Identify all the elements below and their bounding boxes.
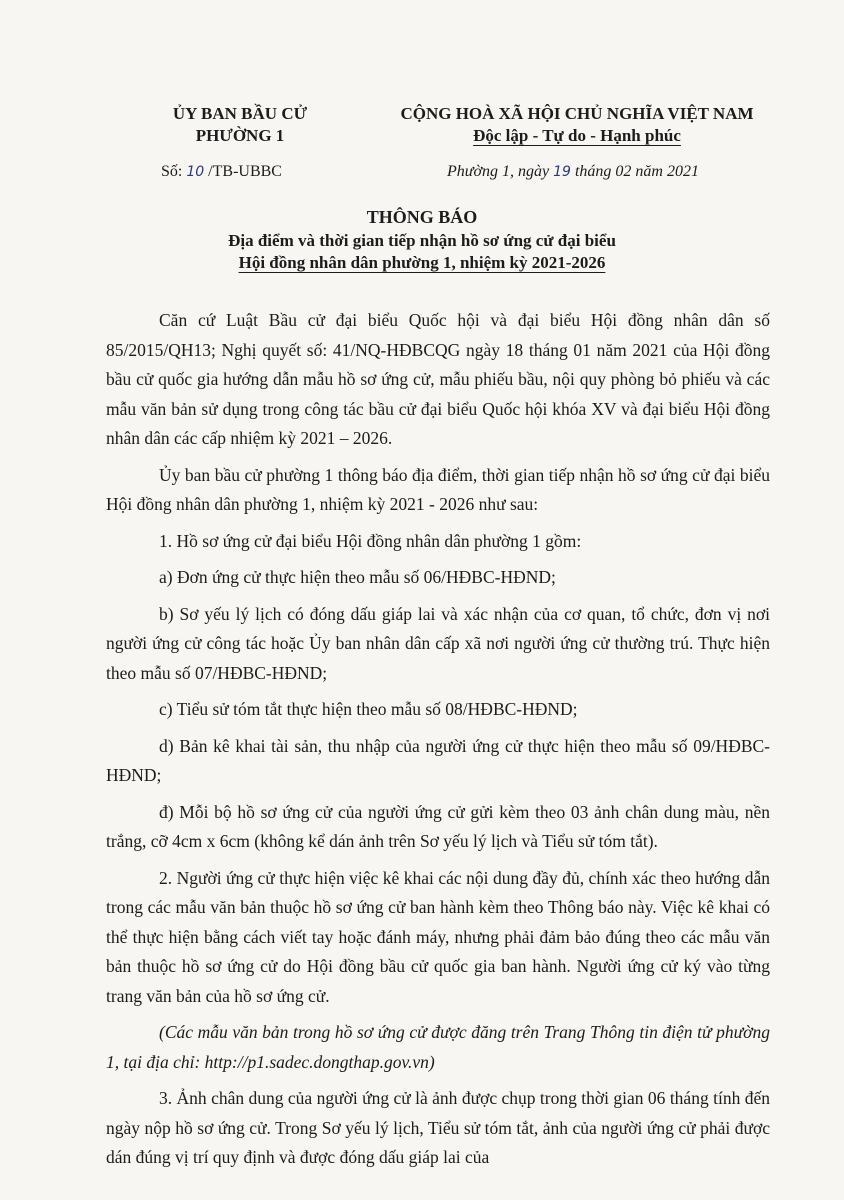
reference-suffix: /TB-UBBC [204, 163, 282, 180]
paragraph-announcement: Ủy ban bầu cử phường 1 thông báo địa điểm, thời gian tiếp nhận hồ sơ ứng cử đại biểu Hội đồng nhân dân phường 1, nhiệm kỳ 2021 - 2026 như sau: [106, 464, 770, 514]
paragraph-legal-basis: Căn cứ Luật Bầu cử đại biểu Quốc hội và đại biểu Hội đồng nhân dân số 85/2015/QH13; Nghị quyết số: 41/NQ-HĐBCQG ngày 18 tháng 01 năm 2021 của Hội đồng bầu cử quốc gia hướng dẫn mẫu hồ sơ ứng cử, mẫu phiếu bầu, nội quy phòng bỏ phiếu và các mẫu văn bản sử dụng trong công tác bầu cử đại biểu Quốc hội khóa XV và đại biểu Hội đồng nhân dân các cấp nhiệm kỳ 2021 – 2026. [106, 310, 770, 448]
date-prefix: Phường 1, ngày [447, 163, 554, 180]
date-suffix: tháng 02 năm 2021 [570, 163, 699, 180]
paragraph-forms-note: (Các mẫu văn bản trong hồ sơ ứng cử được đăng trên Trang Thông tin điện tử phường 1, tại địa chỉ: http://p1.sadec.dongthap.gov.vn) [106, 1022, 770, 1072]
reference-number [161, 163, 282, 181]
reference-prefix: Số: [161, 163, 187, 180]
title-subtitle-2: Hội đồng nhân dân phường 1, nhiệm kỳ 2021-2026 [238, 253, 606, 272]
national-header [372, 103, 782, 147]
document-body [106, 306, 770, 1180]
paragraph-section-2: 2. Người ứng cử thực hiện việc kê khai các nội dung đầy đủ, chính xác theo hướng dẫn trong các mẫu văn bản thuộc hồ sơ ứng cử ban hành kèm theo Thông báo này. Việc kê khai có thể thực hiện bằng cách viết tay hoặc đánh máy, nhưng phải đảm bảo đúng theo các mẫu văn bản thuộc hồ sơ ứng cử do Hội đồng bầu cử quốc gia ban hành. Người ứng cử ký vào từng trang văn bản của hồ sơ ứng cử. [106, 867, 770, 1006]
org-line-2: PHƯỜNG 1 [195, 126, 285, 145]
issue-date [447, 163, 699, 181]
paragraph-item-b: b) Sơ yếu lý lịch có đóng dấu giáp lai và xác nhận của cơ quan, tổ chức, đơn vị nơi người ứng cử công tác hoặc Ủy ban nhân dân cấp xã nơi người ứng cử thường trú. Thực hiện theo mẫu số 07/HĐBC-HĐND; [106, 603, 770, 683]
org-line-1: ỦY BAN BẦU CỬ [172, 104, 308, 123]
paragraph-item-a: a) Đơn ứng cử thực hiện theo mẫu số 06/HĐBC-HĐND; [159, 567, 556, 587]
title-subtitle-1: Địa điểm và thời gian tiếp nhận hồ sơ ứng cử đại biểu [228, 231, 616, 250]
reference-handwritten-number: 10 [186, 164, 205, 180]
paragraph-item-c: c) Tiểu sử tóm tắt thực hiện theo mẫu số 08/HĐBC-HĐND; [159, 699, 578, 719]
paragraph-section-1: 1. Hồ sơ ứng cử đại biểu Hội đồng nhân dân phường 1 gồm: [159, 530, 582, 551]
title-main: THÔNG BÁO [366, 207, 478, 227]
country-name: CỘNG HOÀ XÃ HỘI CHỦ NGHĨA VIỆT NAM [400, 104, 754, 123]
date-handwritten-day: 19 [553, 164, 571, 180]
document-title [100, 206, 744, 274]
issuing-organization [140, 103, 340, 147]
paragraph-item-dd: đ) Mỗi bộ hồ sơ ứng cử của người ứng cử gửi kèm theo 03 ảnh chân dung màu, nền trắng, cỡ 4cm x 6cm (không kể dán ảnh trên Sơ yếu lý lịch và Tiểu sử tóm tắt). [106, 801, 770, 851]
paragraph-item-d: d) Bản kê khai tài sản, thu nhập của người ứng cử thực hiện theo mẫu số 09/HĐBC-HĐND; [106, 735, 770, 785]
national-motto: Độc lập - Tự do - Hạnh phúc [473, 126, 681, 145]
paragraph-section-3: 3. Ảnh chân dung của người ứng cử là ảnh được chụp trong thời gian 06 tháng tính đến ngày nộp hồ sơ ứng cử. Trong Sơ yếu lý lịch, Tiểu sử tóm tắt, ảnh của người ứng cử phải được dán đúng vị trí quy định và được đóng dấu giáp lai của [106, 1088, 770, 1167]
